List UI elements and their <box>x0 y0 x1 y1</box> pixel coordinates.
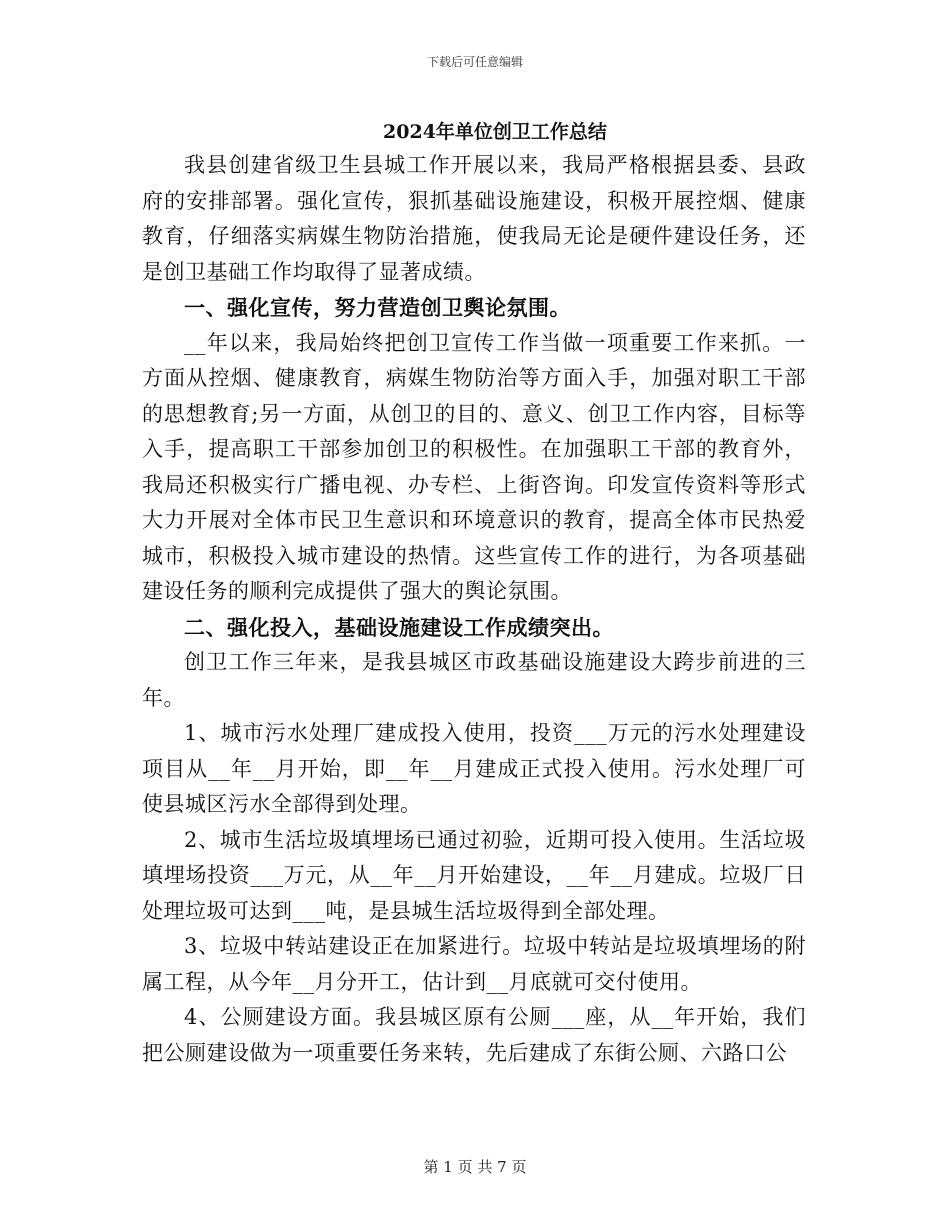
item-4-paragraph: 4、公厕建设方面。我县城区原有公厕___座，从__年开始，我们把公厕建设做为一项重要任务来转，先后建成了东街公厕、六路口公 <box>142 1005 806 1065</box>
page-indicator: 第 1 页 共 7 页 <box>423 1158 527 1176</box>
document-body <box>142 148 806 1071</box>
header-note: 下载后可任意编辑 <box>426 55 523 69</box>
intro-paragraph: 我县创建省级卫生县城工作开展以来，我局严格根据县委、县政府的安排部署。强化宣传，狠抓基础设施建设，积极开展控烟、健康教育，仔细落实病媒生物防治措施，使我局无论是硬件建设任务，还是创卫基础工作均取得了显著成绩。 <box>142 153 806 284</box>
section-1-paragraph: __年以来，我局始终把创卫宣传工作当做一项重要工作来抓。一方面从控烟、健康教育，病媒生物防治等方面入手，加强对职工干部的思想教育;另一方面，从创卫的目的、意义、创卫工作内容，目标等入手，提高职工干部参加创卫的积极性。在加强职工干部的教育外，我局还积极实行广播电视、办专栏、上街咨询。印发宣传资料等形式大力开展对全体市民卫生意识和环境意识的教育，提高全体市民热爱城市，积极投入城市建设的热情。这些宣传工作的进行，为各项基础建设任务的顺利完成提供了强大的舆论氛围。 <box>142 330 806 603</box>
section-2-intro-paragraph: 创卫工作三年来，是我县城区市政基础设施建设大跨步前进的三年。 <box>142 650 806 710</box>
section-heading-2: 二、强化投入，基础设施建设工作成绩突出。 <box>184 614 614 640</box>
item-1-paragraph: 1、城市污水处理厂建成投入使用，投资___万元的污水处理建设项目从__年__月开始，即__年__月建成正式投入使用。污水处理厂可使县城区污水全部得到处理。 <box>142 721 806 816</box>
item-2-paragraph: 2、城市生活垃圾填埋场已通过初验，近期可投入使用。生活垃圾填埋场投资___万元，从__年__月开始建设，__年__月建成。垃圾厂日处理垃圾可达到___吨，是县城生活垃圾得到全部处理。 <box>142 827 806 923</box>
item-3-paragraph: 3、垃圾中转站建设正在加紧进行。垃圾中转站是垃圾填埋场的附属工程，从今年__月分开工，估计到__月底就可交付使用。 <box>142 934 806 994</box>
document-title: 2024年单位创卫工作总结 <box>383 121 607 143</box>
section-heading-1: 一、强化宣传，努力营造创卫舆论氛围。 <box>184 295 571 320</box>
